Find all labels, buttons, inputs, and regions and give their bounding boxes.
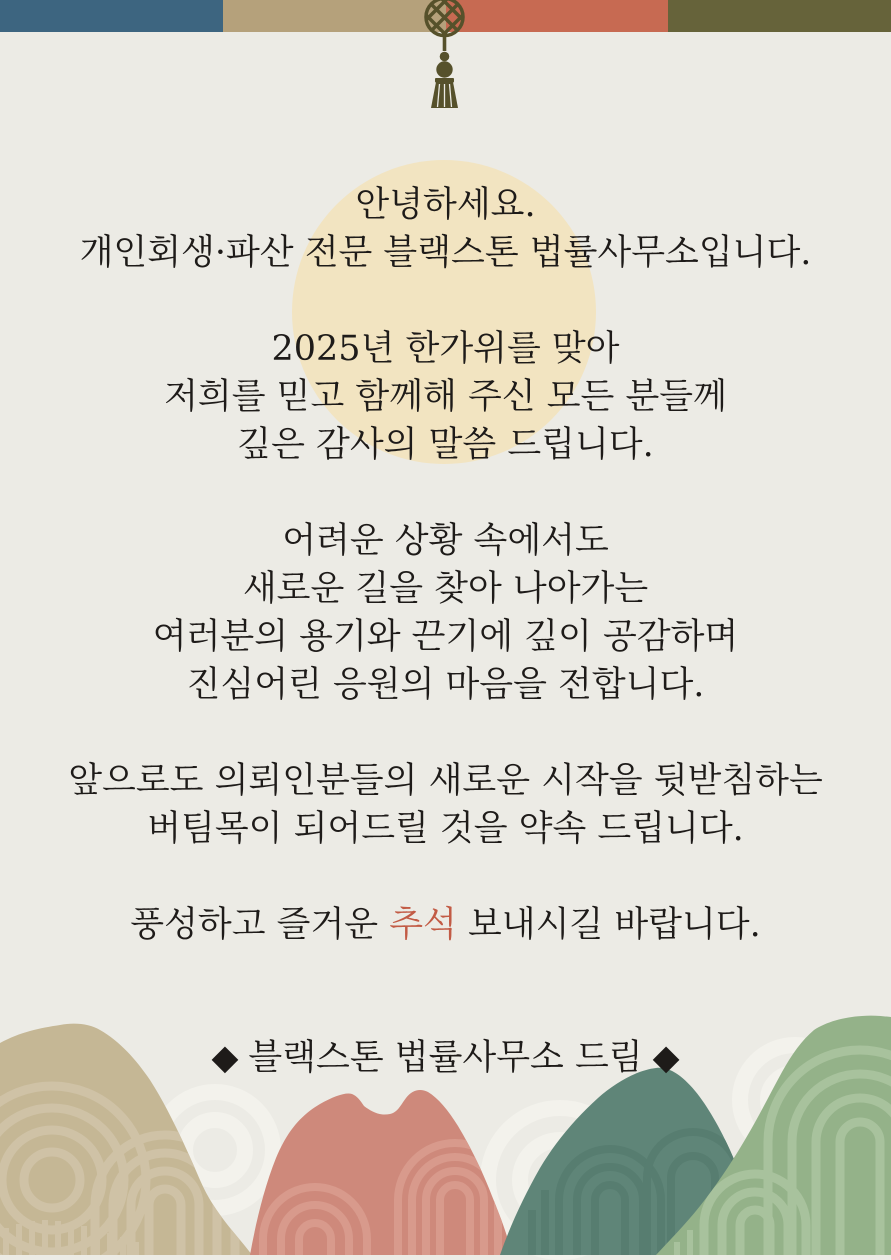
signature-line <box>0 1034 891 1082</box>
message-line: 깊은 감사의 말씀 드립니다. <box>237 425 654 465</box>
message-line: 앞으로도 의뢰인분들의 새로운 시작을 뒷받침하는 <box>68 761 823 801</box>
greeting-message <box>0 181 891 949</box>
message-line: 개인회생·파산 전문 블랙스톤 법률사무소입니다. <box>79 233 812 273</box>
bar-segment-olive <box>668 0 891 32</box>
signature-text: 블랙스톤 법률사무소 드림 <box>248 1038 643 1078</box>
knot-cord <box>443 34 447 51</box>
diamond-icon: ◆ <box>211 1038 239 1078</box>
knot-bead-small <box>440 52 450 62</box>
message-line: 어려운 상황 속에서도 <box>282 521 609 561</box>
message-line: 여러분의 용기와 끈기에 깊이 공감하며 <box>152 617 739 657</box>
message-line: 안녕하세요. <box>355 185 536 225</box>
paragraph-intro <box>0 181 891 277</box>
closing-accent-chuseok: 추석 <box>389 905 457 945</box>
paragraph-thanks <box>0 325 891 469</box>
diamond-icon: ◆ <box>652 1038 680 1078</box>
message-line: 진심어린 응원의 마음을 전합니다. <box>186 665 705 705</box>
message-line: 버팀목이 되어드릴 것을 약속 드립니다. <box>147 809 744 849</box>
closing-prefix: 풍성하고 즐거운 <box>130 905 390 945</box>
paragraph-closing <box>0 901 891 949</box>
message-line: 저희를 믿고 함께해 주신 모든 분들께 <box>164 377 727 417</box>
bar-segment-blue <box>0 0 223 32</box>
tassel-cap <box>435 78 454 83</box>
message-line: 2025년 한가위를 맞아 <box>271 329 620 369</box>
paragraph-promise <box>0 757 891 853</box>
paragraph-encouragement <box>0 517 891 709</box>
korean-knot-tassel-icon <box>404 0 485 112</box>
message-line: 새로운 길을 찾아 나아가는 <box>242 569 649 609</box>
knot-bead-large <box>436 61 452 77</box>
closing-suffix: 보내시길 바랍니다. <box>456 905 761 945</box>
